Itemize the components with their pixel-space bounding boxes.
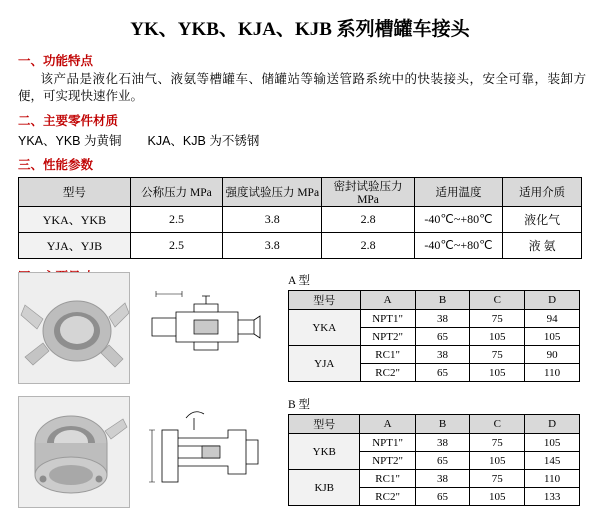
section-heading-features: 一、功能特点 xyxy=(18,54,94,68)
table-row xyxy=(289,346,580,364)
header-cell-b: B xyxy=(415,291,470,310)
cell-seal-pressure: 2.8 xyxy=(322,207,414,233)
table-header-row xyxy=(289,291,580,310)
cell-temperature: -40℃~+80℃ xyxy=(414,207,503,233)
header-cell-d: D xyxy=(525,291,580,310)
type-a-figures xyxy=(18,272,267,384)
material-right: KJA、KJB 为不锈钢 xyxy=(147,134,260,148)
header-cell-model: 型号 xyxy=(19,178,131,207)
page-title: YK、YKB、KJA、KJB 系列槽罐车接头 xyxy=(130,19,470,40)
cell-temperature: -40℃~+80℃ xyxy=(414,233,503,259)
cell-a: RC2" xyxy=(360,488,415,506)
cell-c: 75 xyxy=(470,434,525,452)
cell-c: 105 xyxy=(470,488,525,506)
type-a-label: A 型 xyxy=(288,275,311,287)
cell-b: 38 xyxy=(415,434,470,452)
table-row xyxy=(289,310,580,328)
section-heading-performance: 三、性能参数 xyxy=(18,158,94,172)
product-photo-b xyxy=(18,396,130,508)
cell-nominal-pressure: 2.5 xyxy=(130,233,222,259)
header-cell-temperature: 适用温度 xyxy=(414,178,503,207)
header-cell-strength-pressure: 强度试验压力 MPa xyxy=(223,178,322,207)
cell-d: 110 xyxy=(525,470,580,488)
material-left: YKA、YKB 为黄铜 xyxy=(18,134,122,148)
cell-a: NPT1" xyxy=(360,434,415,452)
cell-d: 133 xyxy=(525,488,580,506)
header-cell-c: C xyxy=(470,415,525,434)
cell-d: 94 xyxy=(525,310,580,328)
cell-a: NPT2" xyxy=(360,452,415,470)
cell-a: RC2" xyxy=(360,364,415,382)
cell-b: 38 xyxy=(415,310,470,328)
header-cell-a: A xyxy=(360,415,415,434)
coupling-drawing-a-graphic xyxy=(142,272,267,382)
section-heading-material: 二、主要零件材质 xyxy=(18,114,119,128)
type-a-table-wrapper xyxy=(288,272,580,382)
type-b-label: B 型 xyxy=(288,399,311,411)
cell-strength-pressure: 3.8 xyxy=(223,207,322,233)
header-cell-c: C xyxy=(470,291,525,310)
cell-b: 38 xyxy=(415,346,470,364)
header-cell-medium: 适用介质 xyxy=(503,178,582,207)
cell-c: 105 xyxy=(470,328,525,346)
technical-drawing-a xyxy=(142,272,267,382)
cell-d: 105 xyxy=(525,434,580,452)
coupling-drawing-b-graphic xyxy=(142,396,267,506)
cell-strength-pressure: 3.8 xyxy=(223,233,322,259)
cell-a: NPT1" xyxy=(360,310,415,328)
material-line xyxy=(18,131,600,149)
coupling-photo-a-graphic xyxy=(19,273,129,383)
cell-seal-pressure: 2.8 xyxy=(322,233,414,259)
cell-d: 145 xyxy=(525,452,580,470)
table-header-row xyxy=(19,178,582,207)
header-cell-d: D xyxy=(525,415,580,434)
coupling-photo-b-graphic xyxy=(19,397,129,507)
cell-model: YKA xyxy=(289,310,361,346)
cell-c: 105 xyxy=(470,452,525,470)
cell-d: 90 xyxy=(525,346,580,364)
cell-d: 105 xyxy=(525,328,580,346)
cell-c: 75 xyxy=(470,346,525,364)
header-cell-seal-pressure: 密封试验压力 MPa xyxy=(322,178,414,207)
cell-c: 75 xyxy=(470,470,525,488)
type-a-table xyxy=(288,290,580,382)
table-row xyxy=(289,470,580,488)
cell-b: 65 xyxy=(415,328,470,346)
features-text: 该产品是液化石油气、液氨等槽罐车、储罐站等输送管路系统中的快装接头，安全可靠，装卸方便，可实现快速作业。 xyxy=(18,72,586,103)
cell-medium: 液 氨 xyxy=(503,233,582,259)
cell-b: 65 xyxy=(415,364,470,382)
header-cell-a: A xyxy=(360,291,415,310)
header-cell-b: B xyxy=(415,415,470,434)
cell-b: 65 xyxy=(415,452,470,470)
type-b-table xyxy=(288,414,580,506)
header-cell-model: 型号 xyxy=(289,415,360,434)
cell-a: RC1" xyxy=(360,470,415,488)
performance-table xyxy=(18,177,582,259)
cell-model: YJA xyxy=(289,346,361,382)
cell-b: 65 xyxy=(415,488,470,506)
cell-d: 110 xyxy=(525,364,580,382)
table-header-row xyxy=(289,415,580,434)
cell-a: NPT2" xyxy=(360,328,415,346)
technical-drawing-b xyxy=(142,396,267,506)
cell-nominal-pressure: 2.5 xyxy=(130,207,222,233)
cell-model: YJA、YJB xyxy=(19,233,131,259)
performance-table-wrapper xyxy=(18,177,600,259)
cell-medium: 液化气 xyxy=(503,207,582,233)
type-b-figures xyxy=(18,396,267,508)
table-row xyxy=(19,207,582,233)
cell-b: 38 xyxy=(415,470,470,488)
cell-c: 105 xyxy=(470,364,525,382)
header-cell-nominal-pressure: 公称压力 MPa xyxy=(130,178,222,207)
type-b-table-wrapper xyxy=(288,396,580,506)
cell-model: YKA、YKB xyxy=(19,207,131,233)
product-photo-a xyxy=(18,272,130,384)
header-cell-model: 型号 xyxy=(289,291,361,310)
cell-a: RC1" xyxy=(360,346,415,364)
cell-model: YKB xyxy=(289,434,360,470)
features-paragraph xyxy=(18,71,586,105)
table-row xyxy=(289,434,580,452)
cell-c: 75 xyxy=(470,310,525,328)
table-row xyxy=(19,233,582,259)
cell-model: KJB xyxy=(289,470,360,506)
